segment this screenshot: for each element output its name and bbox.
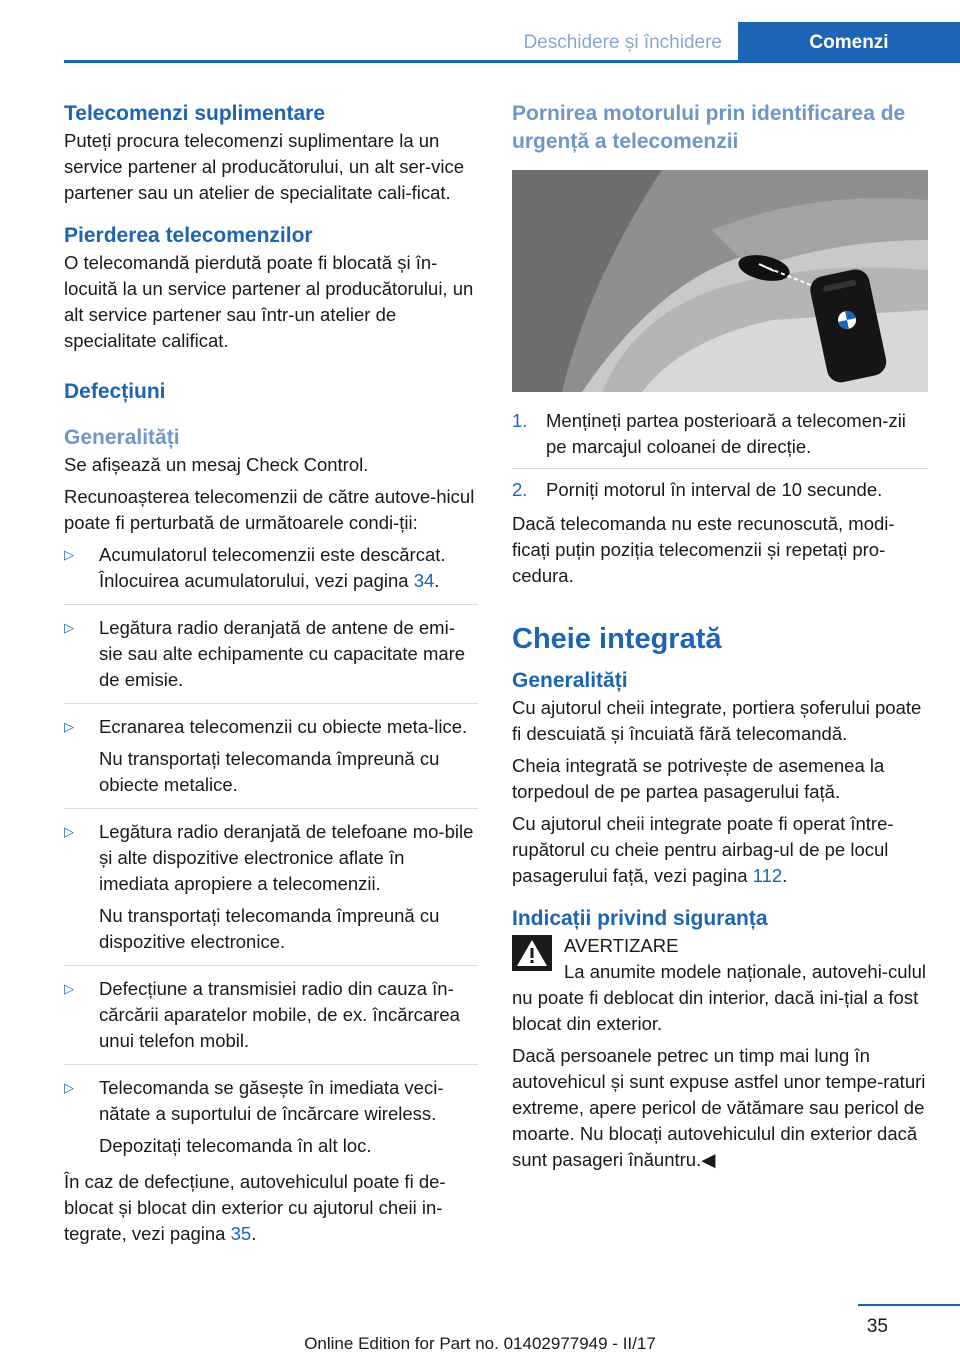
heading-extra-remotes: Telecomenzi suplimentare (64, 102, 326, 125)
para-extra-remotes: Puteți procura telecomenzi suplimentare la un service partener al producătorului, un alt ser‐vice partener sau un atelier de specialitate cali‐ficat. (64, 130, 464, 203)
heading-integrated-key: Cheie integrată (512, 623, 722, 655)
warning-text-2: Dacă persoanele petrec un timp mai lung în autovehicul și sunt expuse astfel unor tempe‐raturi extreme, apere pericol de vătămare sau pericol de moarte. Nu blocați autovehiculul din exterior dacă sunt pasageri înăuntru.◀ (512, 1045, 926, 1170)
para-retry: Dacă telecomanda nu este recunoscută, modi‐ficați puțin poziția telecomenzii și repetați pro‐cedura. (512, 513, 895, 586)
list-item-note: Depozitați telecomanda în alt loc. (99, 1135, 372, 1156)
para-key-3: Cu ajutorul cheii integrate poate fi operat între‐rupătorul cu cheie pentru airbag-ul de pe locul pasagerului față, vezi pagina 112. (512, 813, 894, 886)
steering-column-photo (512, 170, 928, 392)
triangle-bullet-icon: ▷ (64, 1080, 74, 1095)
fault-list (64, 542, 478, 1169)
list-item-note: Nu transportați telecomanda împreună cu obiecte metalice. (99, 748, 440, 795)
para-key-1: Cu ajutorul cheii integrate, portiera șoferului poate fi descuiată și încuiată fără telecomandă. (512, 697, 922, 744)
header-rule (64, 60, 960, 63)
para-fault-unlock: În caz de defecțiune, autovehiculul poate fi de‐blocat și blocat din exterior cu ajutorul cheii in‐tegrate, vezi pagina 35. (64, 1171, 446, 1244)
para-recognition: Recunoașterea telecomenzii de către autove‐hicul poate fi perturbată de următoarele condi‐ții: (64, 486, 475, 533)
heading-emergency-start: Pornirea motorului prin identificarea de urgență a telecomenzii (512, 102, 906, 153)
list-item: 1. Mențineți partea posterioară a telecomen‐zii pe marcajul coloanei de direcție. (512, 410, 906, 457)
warning-box (512, 933, 928, 959)
triangle-bullet-icon: ▷ (64, 719, 74, 734)
heading-general-key: Generalități (512, 669, 628, 692)
warning-text: La anumite modele naționale, autovehi‐culul nu poate fi deblocat din interior, dacă ini‐țial a fost blocat din exterior. (512, 961, 927, 1034)
para-key-2: Cheia integrată se potrivește de asemenea la torpedoul de pe partea pasagerului față. (512, 755, 885, 802)
page-header (0, 0, 960, 64)
list-item-note: Nu transportați telecomanda împreună cu dispozitive electronice. (99, 905, 440, 952)
list-item: ▷ Legătura radio deranjată de antene de emi‐sie sau alte echipamente cu capacitate mare de emisie. (64, 604, 478, 703)
footer-rule (858, 1304, 960, 1306)
list-item: ▷ Telecomanda se găsește în imediata veci‐nătate a suportului de încărcare wireless. Depozitați telecomanda în alt loc. (64, 1064, 478, 1169)
list-item: ▷ Acumulatorul telecomenzii este descărcat. Înlocuirea acumulatorului, vezi pagina 34. (64, 544, 446, 591)
para-check-control: Se afișează un mesaj Check Control. (64, 454, 369, 475)
list-item: ▷ Ecranarea telecomenzii cu obiecte meta‐lice. Nu transportați telecomanda împreună cu obiecte metalice. (64, 703, 478, 808)
heading-lost-remotes: Pierderea telecomenzilor (64, 224, 313, 247)
warning-title: AVERTIZARE (564, 935, 679, 956)
edition-note: Online Edition for Part no. 01402977949 - II/17 (304, 1334, 656, 1353)
heading-faults: Defecțiuni (64, 380, 166, 403)
heading-general: Generalități (64, 426, 180, 449)
page-link[interactable]: 112 (752, 865, 783, 886)
steps-list (512, 408, 928, 511)
para-lost-remotes: O telecomandă pierdută poate fi blocată și în‐locuită la un service partener al producătorului, un alt service partener sau într-un atelier de specialitate calificat. (64, 252, 474, 351)
heading-safety: Indicații privind siguranța (512, 907, 768, 930)
list-item: 2. Porniți motorul în interval de 10 secunde. (512, 468, 928, 511)
right-column (512, 100, 928, 1179)
left-column (64, 100, 478, 1253)
warning-triangle-icon (512, 935, 552, 971)
page-link[interactable]: 35 (230, 1223, 252, 1244)
triangle-bullet-icon: ▷ (64, 981, 74, 996)
triangle-bullet-icon: ▷ (64, 620, 74, 635)
list-item: ▷ Legătura radio deranjată de telefoane mo‐bile și alte dispozitive electronice aflate în imediata apropiere a telecomenzii. Nu transportați telecomanda împreună cu dispozitive electronice. (64, 808, 478, 965)
triangle-bullet-icon: ▷ (64, 824, 74, 839)
page-number: 35 (866, 1316, 888, 1337)
chapter-tab[interactable]: Comenzi (738, 22, 960, 62)
section-tab[interactable]: Deschidere și închidere (523, 32, 722, 53)
page-link[interactable]: 34 (413, 570, 435, 591)
triangle-bullet-icon: ▷ (64, 547, 74, 562)
list-item: ▷ Defecțiune a transmisiei radio din cauza în‐cărcării aparatelor mobile, de ex. încărcarea unui telefon mobil. (64, 965, 478, 1064)
